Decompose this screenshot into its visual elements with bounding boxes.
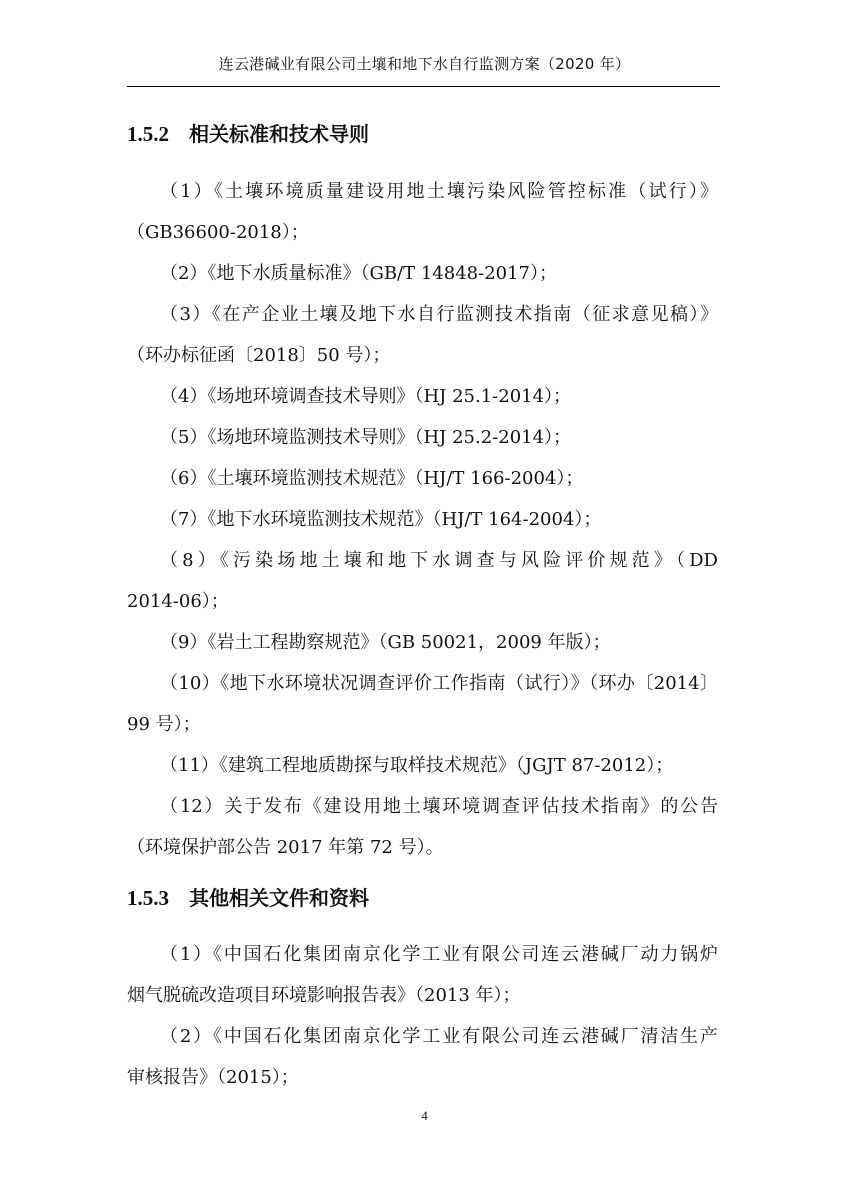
running-header: 连云港碱业有限公司土壤和地下水自行监测方案（2020 年） [218,55,631,73]
section-title: 其他相关文件和资料 [189,886,369,910]
section-number: 1.5.2 [127,122,169,146]
reference-line: （1）《中国石化集团南京化学工业有限公司连云港碱厂动力锅炉 [160,944,718,965]
section-title: 相关标准和技术导则 [189,122,369,146]
reference-line: （1）《土壤环境质量建设用地土壤污染风险管控标准（试行）》 [160,181,718,202]
reference-line: 2014-06）； [127,591,229,612]
reference-line: （7）《地下水环境监测技术规范》（HJ/T 164-2004）； [160,509,602,530]
reference-line: （4）《场地环境调查技术导则》（HJ 25.1-2014）； [160,386,572,407]
reference-line: （3）《在产企业土壤及地下水自行监测技术指南（征求意见稿）》 [160,304,718,325]
reference-line: 99 号）； [127,714,201,735]
reference-line: （环境保护部公告 2017 年第 72 号）。 [127,837,444,858]
reference-line: （9）《岩土工程勘察规范》（GB 50021，2009 年版）； [160,632,611,653]
section-heading-1-5-2 [127,118,369,147]
reference-line: （8）《污染场地土壤和地下水调查与风险评价规范》（DD [160,550,718,571]
reference-line: （10）《地下水环境状况调查评价工作指南（试行）》（环办〔2014〕 [160,673,718,694]
reference-line: （11）《建筑工程地质勘探与取样技术规范》（JGJT 87-2012）； [160,755,674,776]
reference-line: （GB36600-2018）； [127,222,309,243]
reference-line: （2）《中国石化集团南京化学工业有限公司连云港碱厂清洁生产 [160,1026,718,1047]
header-rule [127,86,720,87]
reference-line: （6）《土壤环境监测技术规范》（HJ/T 166-2004）； [160,468,584,489]
page-number: 4 [421,1108,428,1123]
section-heading-1-5-3 [127,882,369,911]
reference-line: （5）《场地环境监测技术导则》（HJ 25.2-2014）； [160,427,572,448]
reference-line: 审核报告》（2015）； [127,1067,299,1088]
reference-line: （2）《地下水质量标准》（GB/T 14848-2017）； [160,263,558,284]
reference-line: （环办标征函〔2018〕50 号）； [127,345,391,366]
reference-line: 烟气脱硫改造项目环境影响报告表》（2013 年）； [127,985,521,1006]
reference-line: （12）关于发布《建设用地土壤环境调查评估技术指南》的公告 [160,796,718,817]
section-number: 1.5.3 [127,886,169,910]
